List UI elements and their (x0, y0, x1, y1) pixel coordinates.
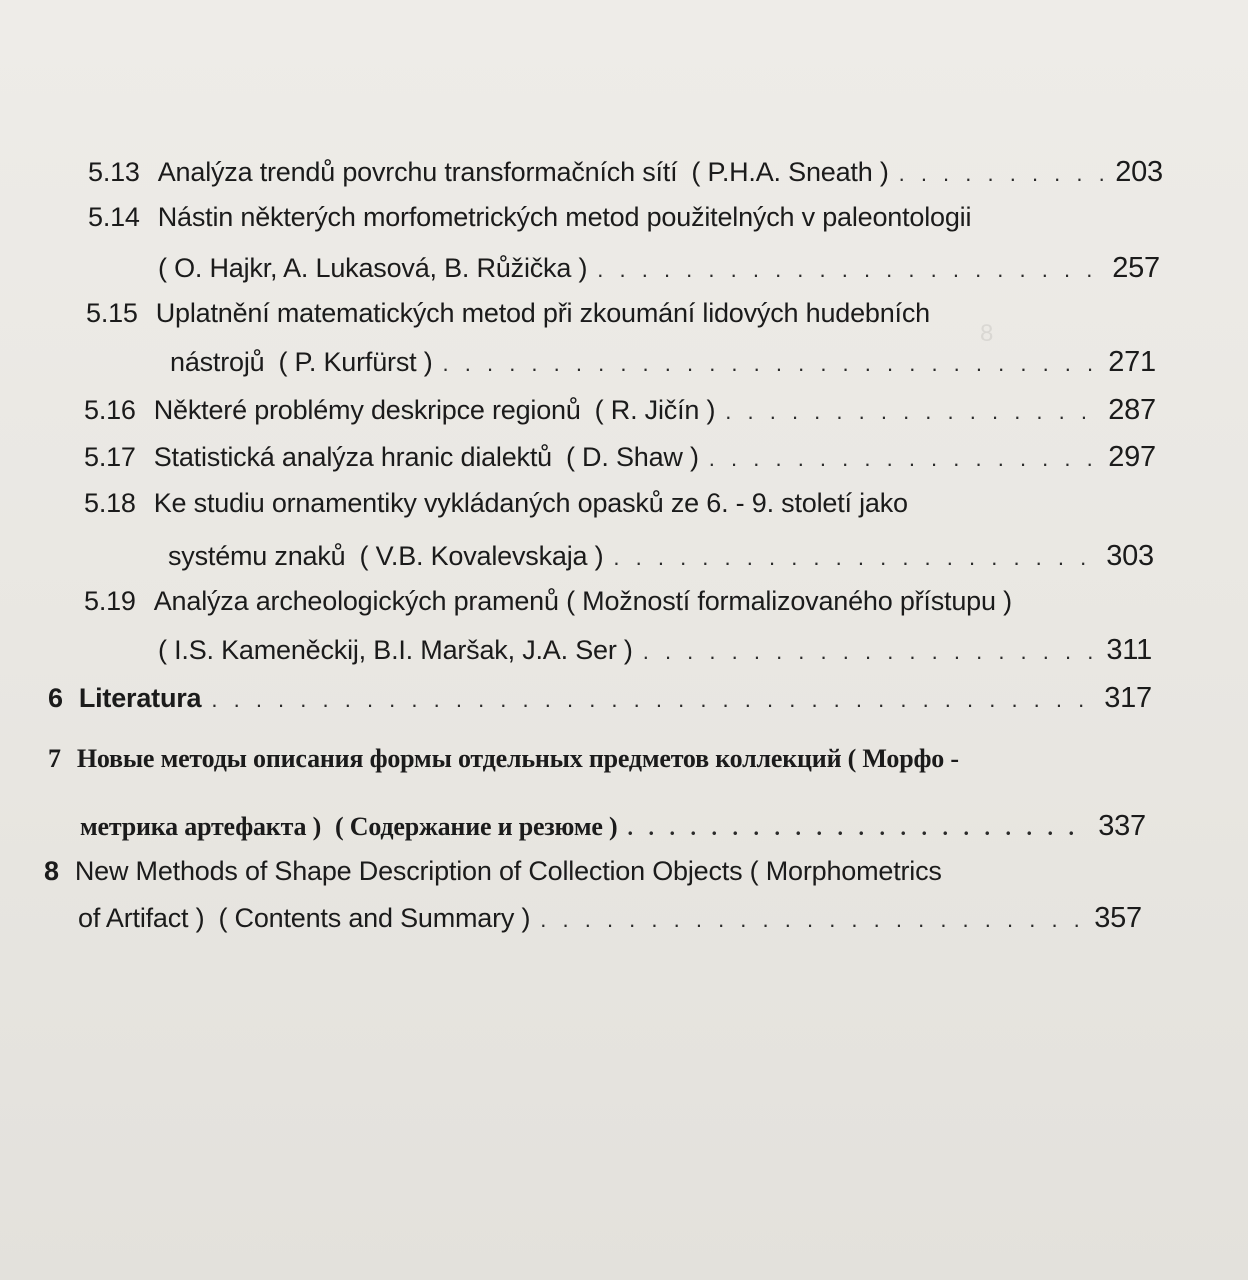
entry-number: 5.13 (88, 157, 140, 187)
entry-title: Новые методы описания формы отдельных предметов коллекций ( Морфо - (76, 744, 959, 773)
toc-entry-5-16[interactable] (84, 394, 1156, 427)
entry-page: 357 (1094, 902, 1142, 934)
toc-entry-5-15[interactable] (86, 298, 1116, 329)
toc-entry-8[interactable] (44, 856, 1134, 887)
entry-page: 337 (1098, 810, 1146, 842)
toc-entry-5-17[interactable] (84, 441, 1156, 474)
entry-page: 311 (1106, 634, 1152, 666)
entry-title: Statistická analýza hranic dialektů (153, 442, 552, 472)
entry-subtitle: ( Содержание и резюме ) (335, 812, 618, 841)
dot-leader (443, 351, 1101, 377)
toc-entry-8-cont[interactable] (78, 902, 1142, 935)
show-through-text: 8 (980, 320, 994, 347)
entry-page: 303 (1106, 540, 1154, 572)
toc-entry-5-18[interactable] (84, 488, 1084, 519)
toc-entry-6[interactable] (48, 682, 1152, 715)
entry-page: 317 (1104, 682, 1152, 714)
entry-author: ( P.H.A. Sneath ) (691, 157, 889, 187)
entry-title: Analýza archeologických pramenů ( Možností formalizovaného přístupu ) (153, 586, 1012, 616)
entry-title: Uplatnění matematických metod při zkoumání lidových hudebních (155, 298, 930, 328)
dot-leader (540, 907, 1086, 933)
entry-author: ( O. Hajkr, A. Lukasová, B. Růžička ) (158, 253, 588, 283)
entry-number: 6 (48, 683, 63, 713)
dot-leader (628, 815, 1091, 841)
entry-page: 297 (1108, 441, 1156, 473)
entry-number: 8 (44, 856, 59, 886)
toc-entry-5-14-cont[interactable] (158, 252, 1160, 285)
entry-author: ( R. Jičín ) (594, 395, 716, 425)
entry-title-cont: метрика артефакта ) (80, 812, 322, 841)
dot-leader (613, 545, 1098, 571)
entry-number: 5.16 (84, 395, 136, 425)
entry-title-cont: systému znaků (168, 541, 346, 571)
toc-entry-7[interactable] (48, 744, 1128, 774)
entry-number: 5.14 (88, 202, 140, 232)
entry-number: 5.15 (86, 298, 138, 328)
entry-author: ( V.B. Kovalevskaja ) (359, 541, 604, 571)
toc-entry-5-19-cont[interactable] (158, 634, 1152, 667)
dot-leader (643, 639, 1099, 665)
entry-author: ( P. Kurfürst ) (278, 347, 433, 377)
entry-number: 5.19 (84, 586, 136, 616)
toc-entry-5-15-cont[interactable] (170, 346, 1156, 379)
entry-subtitle: ( Contents and Summary ) (218, 903, 531, 933)
toc-entry-5-18-cont[interactable] (168, 540, 1154, 573)
toc-entry-5-13[interactable] (88, 156, 1163, 189)
entry-number: 5.18 (84, 488, 136, 518)
toc-entry-5-14[interactable] (88, 202, 1118, 233)
toc-entry-5-19[interactable] (84, 586, 1134, 617)
dot-leader (709, 446, 1100, 472)
entry-author: ( I.S. Kameněckij, B.I. Maršak, J.A. Ser ) (158, 635, 633, 665)
entry-title: Nástin některých morfometrických metod použitelných v paleontologii (157, 202, 972, 232)
entry-page: 271 (1108, 346, 1156, 378)
dot-leader (899, 161, 1108, 187)
toc-entry-7-cont[interactable] (80, 810, 1146, 843)
entry-title-cont: nástrojů (170, 347, 265, 377)
entry-title-cont: of Artifact ) (78, 903, 205, 933)
dot-leader (211, 687, 1096, 713)
dot-leader (597, 257, 1104, 283)
entry-number: 5.17 (84, 442, 136, 472)
entry-page: 257 (1112, 252, 1160, 284)
entry-page: 287 (1108, 394, 1156, 426)
entry-title: Ke studiu ornamentiky vykládaných opasků ze 6. - 9. století jako (153, 488, 908, 518)
entry-number: 7 (48, 744, 61, 773)
dot-leader (725, 399, 1100, 425)
entry-title: Analýza trendů povrchu transformačních sítí (157, 157, 678, 187)
entry-title: Literatura (78, 683, 202, 713)
entry-page: 203 (1115, 156, 1163, 188)
entry-title: New Methods of Shape Description of Collection Objects ( Morphometrics (74, 856, 942, 886)
entry-author: ( D. Shaw ) (565, 442, 699, 472)
entry-title: Některé problémy deskripce regionů (153, 395, 581, 425)
